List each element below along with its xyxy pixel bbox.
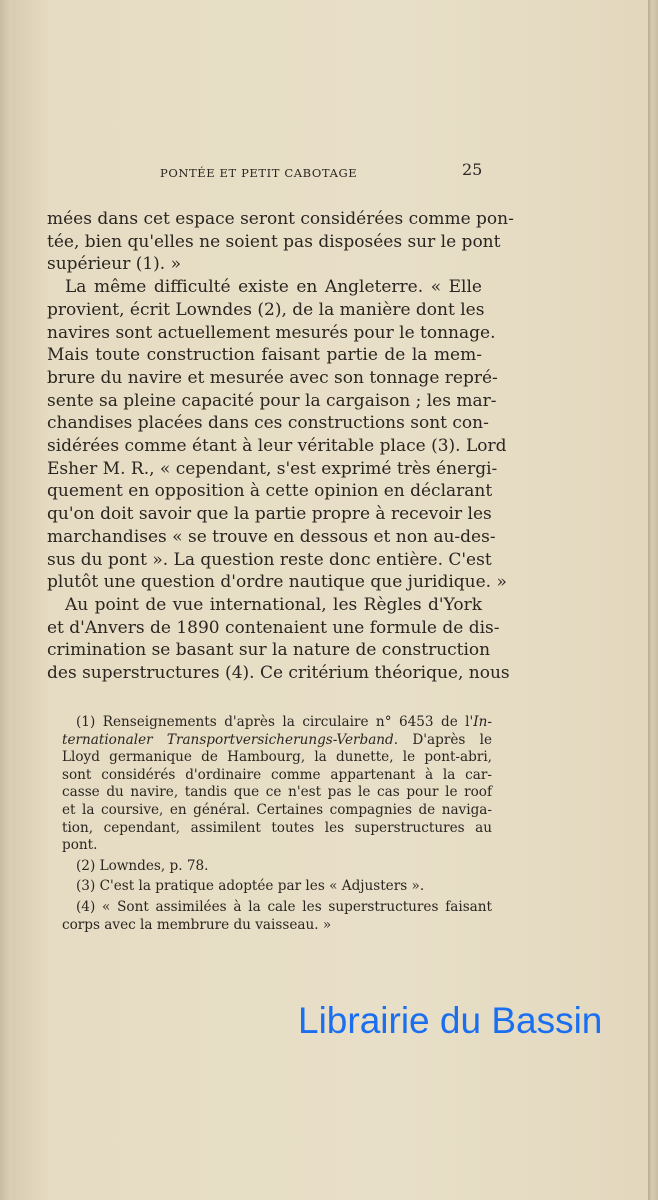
footnote-italic: ternationaler Transportversicherungs-Verband.: [62, 731, 399, 748]
footnote-italic: In-: [473, 714, 492, 730]
footnote-2: (2) Lowndes, p. 78.: [76, 857, 209, 874]
page-edge-right: [648, 0, 658, 1200]
body-line: marchandises « se trouve en dessous et non au-des-: [47, 526, 496, 547]
footnote-1-line: Lloyd germanique de Hambourg, la dunette, le pont-abri,: [62, 749, 492, 766]
body-line: sus du pont ». La question reste donc entière. C'est: [47, 549, 492, 570]
footnote-text: D'après le: [398, 731, 493, 748]
footnote-1-line: sont considérés d'ordinaire comme appartenant à la car-: [62, 766, 492, 783]
body-line: sidérées comme étant à leur véritable place (3). Lord: [47, 436, 507, 457]
footnote-1-line: [62, 732, 492, 750]
footnotes: [62, 714, 492, 934]
footnote-1-line: pont.: [62, 837, 98, 854]
body-line: Mais toute construction faisant partie de la mem-: [47, 345, 482, 366]
footnote-1-line: et la coursive, en général. Certaines compagnies de naviga-: [62, 801, 492, 818]
body-line: brure du navire et mesurée avec son tonnage repré-: [47, 367, 498, 388]
body-text: [47, 208, 514, 685]
body-line: des superstructures (4). Ce critérium théorique, nous: [47, 663, 510, 684]
body-line: tée, bien qu'elles ne soient pas disposées sur le pont: [47, 231, 501, 252]
adjacent-page-edge: [0, 0, 12, 1200]
footnote-1-line: tion, cependant, assimilent toutes les superstructures au: [62, 819, 492, 836]
body-line: et d'Anvers de 1890 contenaient une formule de dis-: [47, 617, 500, 638]
body-line: quement en opposition à cette opinion en déclarant: [47, 481, 493, 502]
footnote-4-line: corps avec la membrure du vaisseau. »: [62, 916, 332, 933]
footnote-text: (1) Renseignements d'après la circulaire n° 6453 de l': [76, 714, 474, 730]
footnote-1-line: [62, 714, 492, 732]
body-line: mées dans cet espace seront considérées comme pon-: [47, 209, 514, 229]
footnote-1-line: casse du navire, tandis que ce n'est pas le cas pour le roof: [62, 784, 492, 801]
page-number: 25: [462, 160, 483, 179]
body-line: provient, écrit Lowndes (2), de la manière dont les: [47, 299, 485, 320]
body-line: La même difficulté existe en Angleterre. « Elle: [65, 277, 482, 298]
body-line: chandises placées dans ces constructions sont con-: [47, 413, 489, 434]
body-line: navires sont actuellement mesurés pour le tonnage.: [47, 322, 496, 343]
body-line: Au point de vue international, les Règles d'York: [65, 594, 482, 615]
body-line: qu'on doit savoir que la partie propre à recevoir les: [47, 504, 492, 525]
body-line: Esher M. R., « cependant, s'est exprimé très énergi-: [47, 458, 498, 479]
footnote-4-line: (4) « Sont assimilées à la cale les superstructures faisant: [76, 898, 492, 915]
watermark: Librairie du Bassin: [298, 1000, 603, 1041]
body-line: plutôt une question d'ordre nautique que juridique. »: [47, 572, 507, 593]
footnote-3: (3) C'est la pratique adoptée par les « Adjusters ».: [76, 878, 425, 895]
body-line: sente sa pleine capacité pour la cargaison ; les mar-: [47, 390, 497, 411]
body-line: supérieur (1). »: [47, 254, 182, 275]
running-head: PONTÉE ET PETIT CABOTAGE: [160, 166, 358, 180]
body-line: crimination se basant sur la nature de construction: [47, 640, 491, 661]
